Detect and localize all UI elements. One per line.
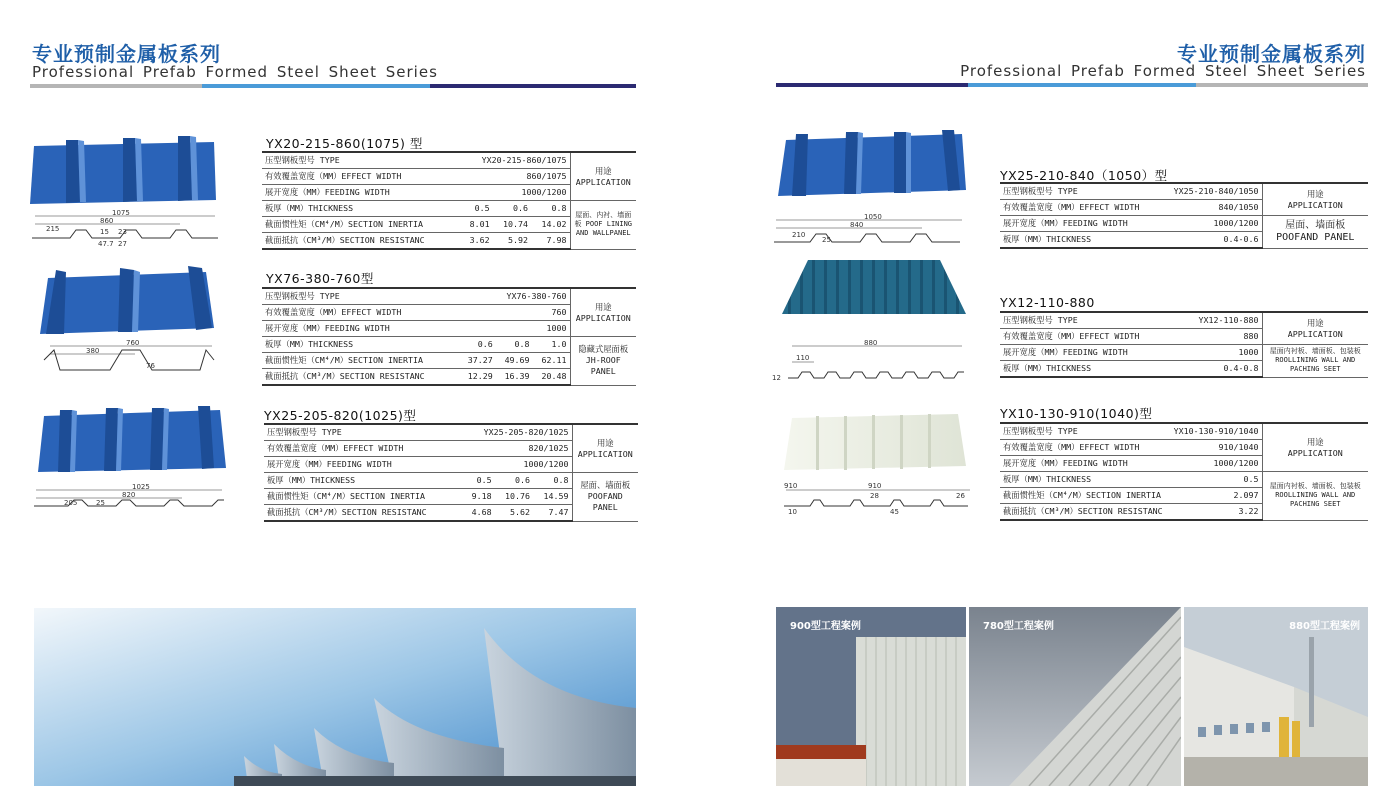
row-label: 板厚（MM）THICKNESS — [264, 473, 462, 489]
application-en: APPLICATION — [575, 176, 631, 187]
row-value: 49.69 — [496, 353, 533, 369]
dim-label: 27 — [118, 240, 127, 248]
row-value: YX12-110-880 — [1179, 312, 1262, 329]
row-label: 展开宽度（MM）FEEDING WIDTH — [264, 457, 462, 473]
spec-table — [262, 287, 636, 386]
dim-label: 205 — [64, 499, 78, 507]
row-value: 0.4-0.8 — [1179, 361, 1262, 378]
case-photo-900 — [776, 607, 966, 786]
row-label: 截面抵抗（CM³/M）SECTION RESISTANC — [1000, 504, 1169, 521]
row-label: 板厚（MM）THICKNESS — [1000, 232, 1160, 249]
row-value: 760 — [459, 305, 570, 321]
spec-table — [1000, 182, 1368, 249]
row-value: 0.5 — [1169, 472, 1262, 488]
row-value: 910/1040 — [1169, 440, 1262, 456]
row-value: YX20-215-860/1075 — [460, 152, 570, 169]
application-en: APPLICATION — [1287, 447, 1343, 458]
sheet-image-yx20 — [28, 132, 218, 207]
dim-label: 25 — [822, 236, 831, 244]
row-value: 1000 — [1179, 345, 1262, 361]
row-label: 截面抵抗（CM³/M）SECTION RESISTANC — [264, 505, 462, 522]
row-label: 有效覆盖宽度（MM）EFFECT WIDTH — [1000, 440, 1169, 456]
row-value: 7.47 — [533, 505, 572, 522]
row-value: YX25-210-840/1050 — [1160, 183, 1262, 200]
sheet-image-yx12 — [780, 258, 968, 318]
dim-label: 820 — [122, 491, 136, 499]
row-label: 截面惯性矩（CM⁴/M）SECTION INERTIA — [264, 489, 462, 505]
spec-table — [262, 151, 636, 250]
sheet-image-yx76 — [36, 266, 216, 338]
row-value: 2.097 — [1169, 488, 1262, 504]
row-label: 压型钢板型号 TYPE — [264, 424, 462, 441]
row-label: 板厚（MM）THICKNESS — [1000, 472, 1169, 488]
profile-drawing-yx20 — [30, 208, 220, 248]
row-value: 12.29 — [459, 369, 496, 386]
application-cell — [570, 152, 636, 201]
spec-table — [1000, 311, 1368, 378]
row-label: 有效覆盖宽度（MM）EFFECT WIDTH — [1000, 329, 1179, 345]
roof-photo — [34, 608, 636, 786]
row-label: 有效覆盖宽度（MM）EFFECT WIDTH — [1000, 200, 1160, 216]
row-value: 0.8 — [496, 337, 533, 353]
sheet-image-yx25-205 — [36, 404, 228, 476]
product-title: YX25-210-840（1050）型 — [1000, 168, 1168, 183]
product-title: YX76-380-760型 — [266, 271, 374, 286]
row-label: 有效覆盖宽度（MM）EFFECT WIDTH — [264, 441, 462, 457]
row-value: 880 — [1179, 329, 1262, 345]
application-cell — [570, 288, 636, 337]
row-value: YX76-380-760 — [459, 288, 570, 305]
product-title: YX12-110-880 — [1000, 295, 1095, 310]
right-header-bar — [776, 83, 1368, 87]
row-value: 0.6 — [495, 473, 533, 489]
use-cell: 屋面内衬板、墙面板、包装板 ROOLLINING WALL AND PACHING SEET — [1262, 345, 1368, 378]
dim-label: 110 — [796, 354, 810, 362]
row-label: 压型钢板型号 TYPE — [262, 288, 459, 305]
row-value: YX25-205-820/1025 — [462, 424, 572, 441]
right-title-en: Professional Prefab Formed Steel Sheet Series — [960, 62, 1366, 80]
dim-label: 380 — [86, 347, 100, 355]
row-label: 截面抵抗（CM³/M）SECTION RESISTANC — [262, 369, 459, 386]
row-label: 有效覆盖宽度（MM）EFFECT WIDTH — [262, 305, 459, 321]
dim-label: 1050 — [864, 214, 882, 221]
row-label: 有效覆盖宽度（MM）EFFECT WIDTH — [262, 169, 460, 185]
row-value: 14.59 — [533, 489, 572, 505]
row-label: 截面惯性矩（CM⁴/M）SECTION INERTIA — [262, 217, 460, 233]
application-en: APPLICATION — [1287, 199, 1343, 210]
product-title: YX25-205-820(1025)型 — [264, 408, 417, 423]
row-label: 压型钢板型号 TYPE — [1000, 423, 1169, 440]
row-label: 压型钢板型号 TYPE — [1000, 183, 1160, 200]
row-label: 展开宽度（MM）FEEDING WIDTH — [1000, 216, 1160, 232]
use-cell: 屋面内衬板、墙面板、包装板 ROOLLINING WALL AND PACHING SEET — [1262, 472, 1368, 521]
row-label: 展开宽度（MM）FEEDING WIDTH — [262, 321, 459, 337]
row-label: 截面抵抗（CM³/M）SECTION RESISTANC — [262, 233, 460, 250]
use-cell: 隐藏式屋面板 JH-ROOF PANEL — [570, 337, 636, 386]
application-cn: 用途 — [594, 301, 612, 312]
dim-label: 45 — [890, 508, 899, 516]
row-label: 板厚（MM）THICKNESS — [262, 337, 459, 353]
left-title-cn: 专业预制金属板系列 — [32, 42, 221, 66]
sheet-image-yx25-210 — [776, 130, 968, 200]
profile-drawing-yx25-210 — [772, 214, 968, 248]
profile-drawing-yx76 — [40, 340, 220, 376]
row-label: 展开宽度（MM）FEEDING WIDTH — [1000, 345, 1179, 361]
application-cn: 用途 — [596, 437, 614, 448]
row-value: 3.22 — [1169, 504, 1262, 521]
dim-label: 47.7 — [98, 240, 114, 248]
row-value: 1.0 — [533, 337, 570, 353]
photo-label: 880型工程案例 — [1289, 621, 1360, 632]
row-value: YX10-130-910/1040 — [1169, 423, 1262, 440]
row-value: 0.4-0.6 — [1160, 232, 1262, 249]
dim-label: 15 — [100, 228, 109, 236]
row-value: 1000/1200 — [1169, 456, 1262, 472]
sheet-image-yx10 — [782, 412, 968, 472]
profile-drawing-yx25-205 — [32, 484, 226, 514]
row-value: 5.62 — [495, 505, 533, 522]
dim-label: 28 — [870, 492, 879, 500]
row-value: 1000/1200 — [1160, 216, 1262, 232]
dim-label: 860 — [100, 217, 114, 225]
use-cell: 屋面、内衬、墙面板 POOF LINING AND WALLPANEL — [570, 201, 636, 250]
profile-drawing-yx12 — [770, 338, 966, 386]
use-cell: 屋面、墙面板 POOFAND PANEL — [1262, 216, 1368, 249]
row-label: 截面惯性矩（CM⁴/M）SECTION INERTIA — [1000, 488, 1169, 504]
application-cell — [572, 424, 638, 473]
application-cell — [1262, 423, 1368, 472]
right-title-cn: 专业预制金属板系列 — [1177, 42, 1366, 66]
row-value: 0.5 — [460, 201, 492, 217]
left-title-en: Professional Prefab Formed Steel Sheet Series — [32, 63, 438, 81]
row-label: 截面惯性矩（CM⁴/M）SECTION INERTIA — [262, 353, 459, 369]
row-label: 板厚（MM）THICKNESS — [1000, 361, 1179, 378]
use-cell: 屋面、墙面板 POOFAND PANEL — [572, 473, 638, 522]
row-value: 840/1050 — [1160, 200, 1262, 216]
row-label: 展开宽度（MM）FEEDING WIDTH — [1000, 456, 1169, 472]
case-photo-880 — [1184, 607, 1368, 786]
case-photo-780 — [969, 607, 1181, 786]
row-value: 1000 — [459, 321, 570, 337]
row-label: 压型钢板型号 TYPE — [1000, 312, 1179, 329]
row-value: 9.18 — [462, 489, 494, 505]
dim-label: 26 — [956, 492, 965, 500]
application-cell — [1262, 183, 1368, 216]
application-cn: 用途 — [1306, 188, 1324, 199]
row-value: 1000/1200 — [462, 457, 572, 473]
row-label: 板厚（MM）THICKNESS — [262, 201, 460, 217]
row-value: 7.98 — [531, 233, 570, 250]
application-en: APPLICATION — [577, 448, 633, 459]
row-value: 0.6 — [493, 201, 531, 217]
row-label: 压型钢板型号 TYPE — [262, 152, 460, 169]
row-value: 3.62 — [460, 233, 492, 250]
application-en: APPLICATION — [575, 312, 631, 323]
application-en: APPLICATION — [1287, 328, 1343, 339]
row-value: 0.5 — [462, 473, 494, 489]
left-header-bar — [30, 84, 636, 88]
row-value: 10.76 — [495, 489, 533, 505]
spec-table — [1000, 422, 1368, 521]
dim-label: 880 — [864, 339, 878, 347]
dim-label: 910 — [868, 482, 882, 490]
row-value: 0.8 — [531, 201, 570, 217]
row-value: 14.02 — [531, 217, 570, 233]
dim-label: 1025 — [132, 484, 150, 491]
row-value: 16.39 — [496, 369, 533, 386]
photo-label: 900型工程案例 — [790, 621, 861, 632]
spec-table — [264, 423, 638, 522]
row-value: 860/1075 — [460, 169, 570, 185]
dim-label: 76 — [146, 362, 155, 370]
dim-label: 12 — [772, 374, 781, 382]
row-value: 0.6 — [459, 337, 496, 353]
dim-label: 215 — [46, 225, 60, 233]
row-value: 1000/1200 — [460, 185, 570, 201]
dim-label: 1075 — [112, 209, 130, 217]
product-title: YX20-215-860(1075) 型 — [266, 136, 423, 151]
dim-label: 23 — [118, 228, 127, 236]
row-value: 20.48 — [533, 369, 570, 386]
product-title: YX10-130-910(1040)型 — [1000, 406, 1153, 421]
dim-label: 25 — [96, 499, 105, 507]
dim-label: 910 — [784, 482, 798, 490]
row-value: 5.92 — [493, 233, 531, 250]
photo-label: 780型工程案例 — [983, 621, 1054, 632]
application-cn: 用途 — [1306, 317, 1324, 328]
application-cell — [1262, 312, 1368, 345]
row-value: 37.27 — [459, 353, 496, 369]
row-value: 4.68 — [462, 505, 494, 522]
dim-label: 10 — [788, 508, 797, 516]
row-label: 展开宽度（MM）FEEDING WIDTH — [262, 185, 460, 201]
profile-drawing-yx10 — [780, 480, 976, 516]
row-value: 0.8 — [533, 473, 572, 489]
application-cn: 用途 — [594, 165, 612, 176]
application-cn: 用途 — [1306, 436, 1324, 447]
dim-label: 840 — [850, 221, 864, 229]
dim-label: 210 — [792, 231, 806, 239]
row-value: 10.74 — [493, 217, 531, 233]
dim-label: 760 — [126, 340, 140, 347]
row-value: 8.01 — [460, 217, 492, 233]
row-value: 62.11 — [533, 353, 570, 369]
row-value: 820/1025 — [462, 441, 572, 457]
